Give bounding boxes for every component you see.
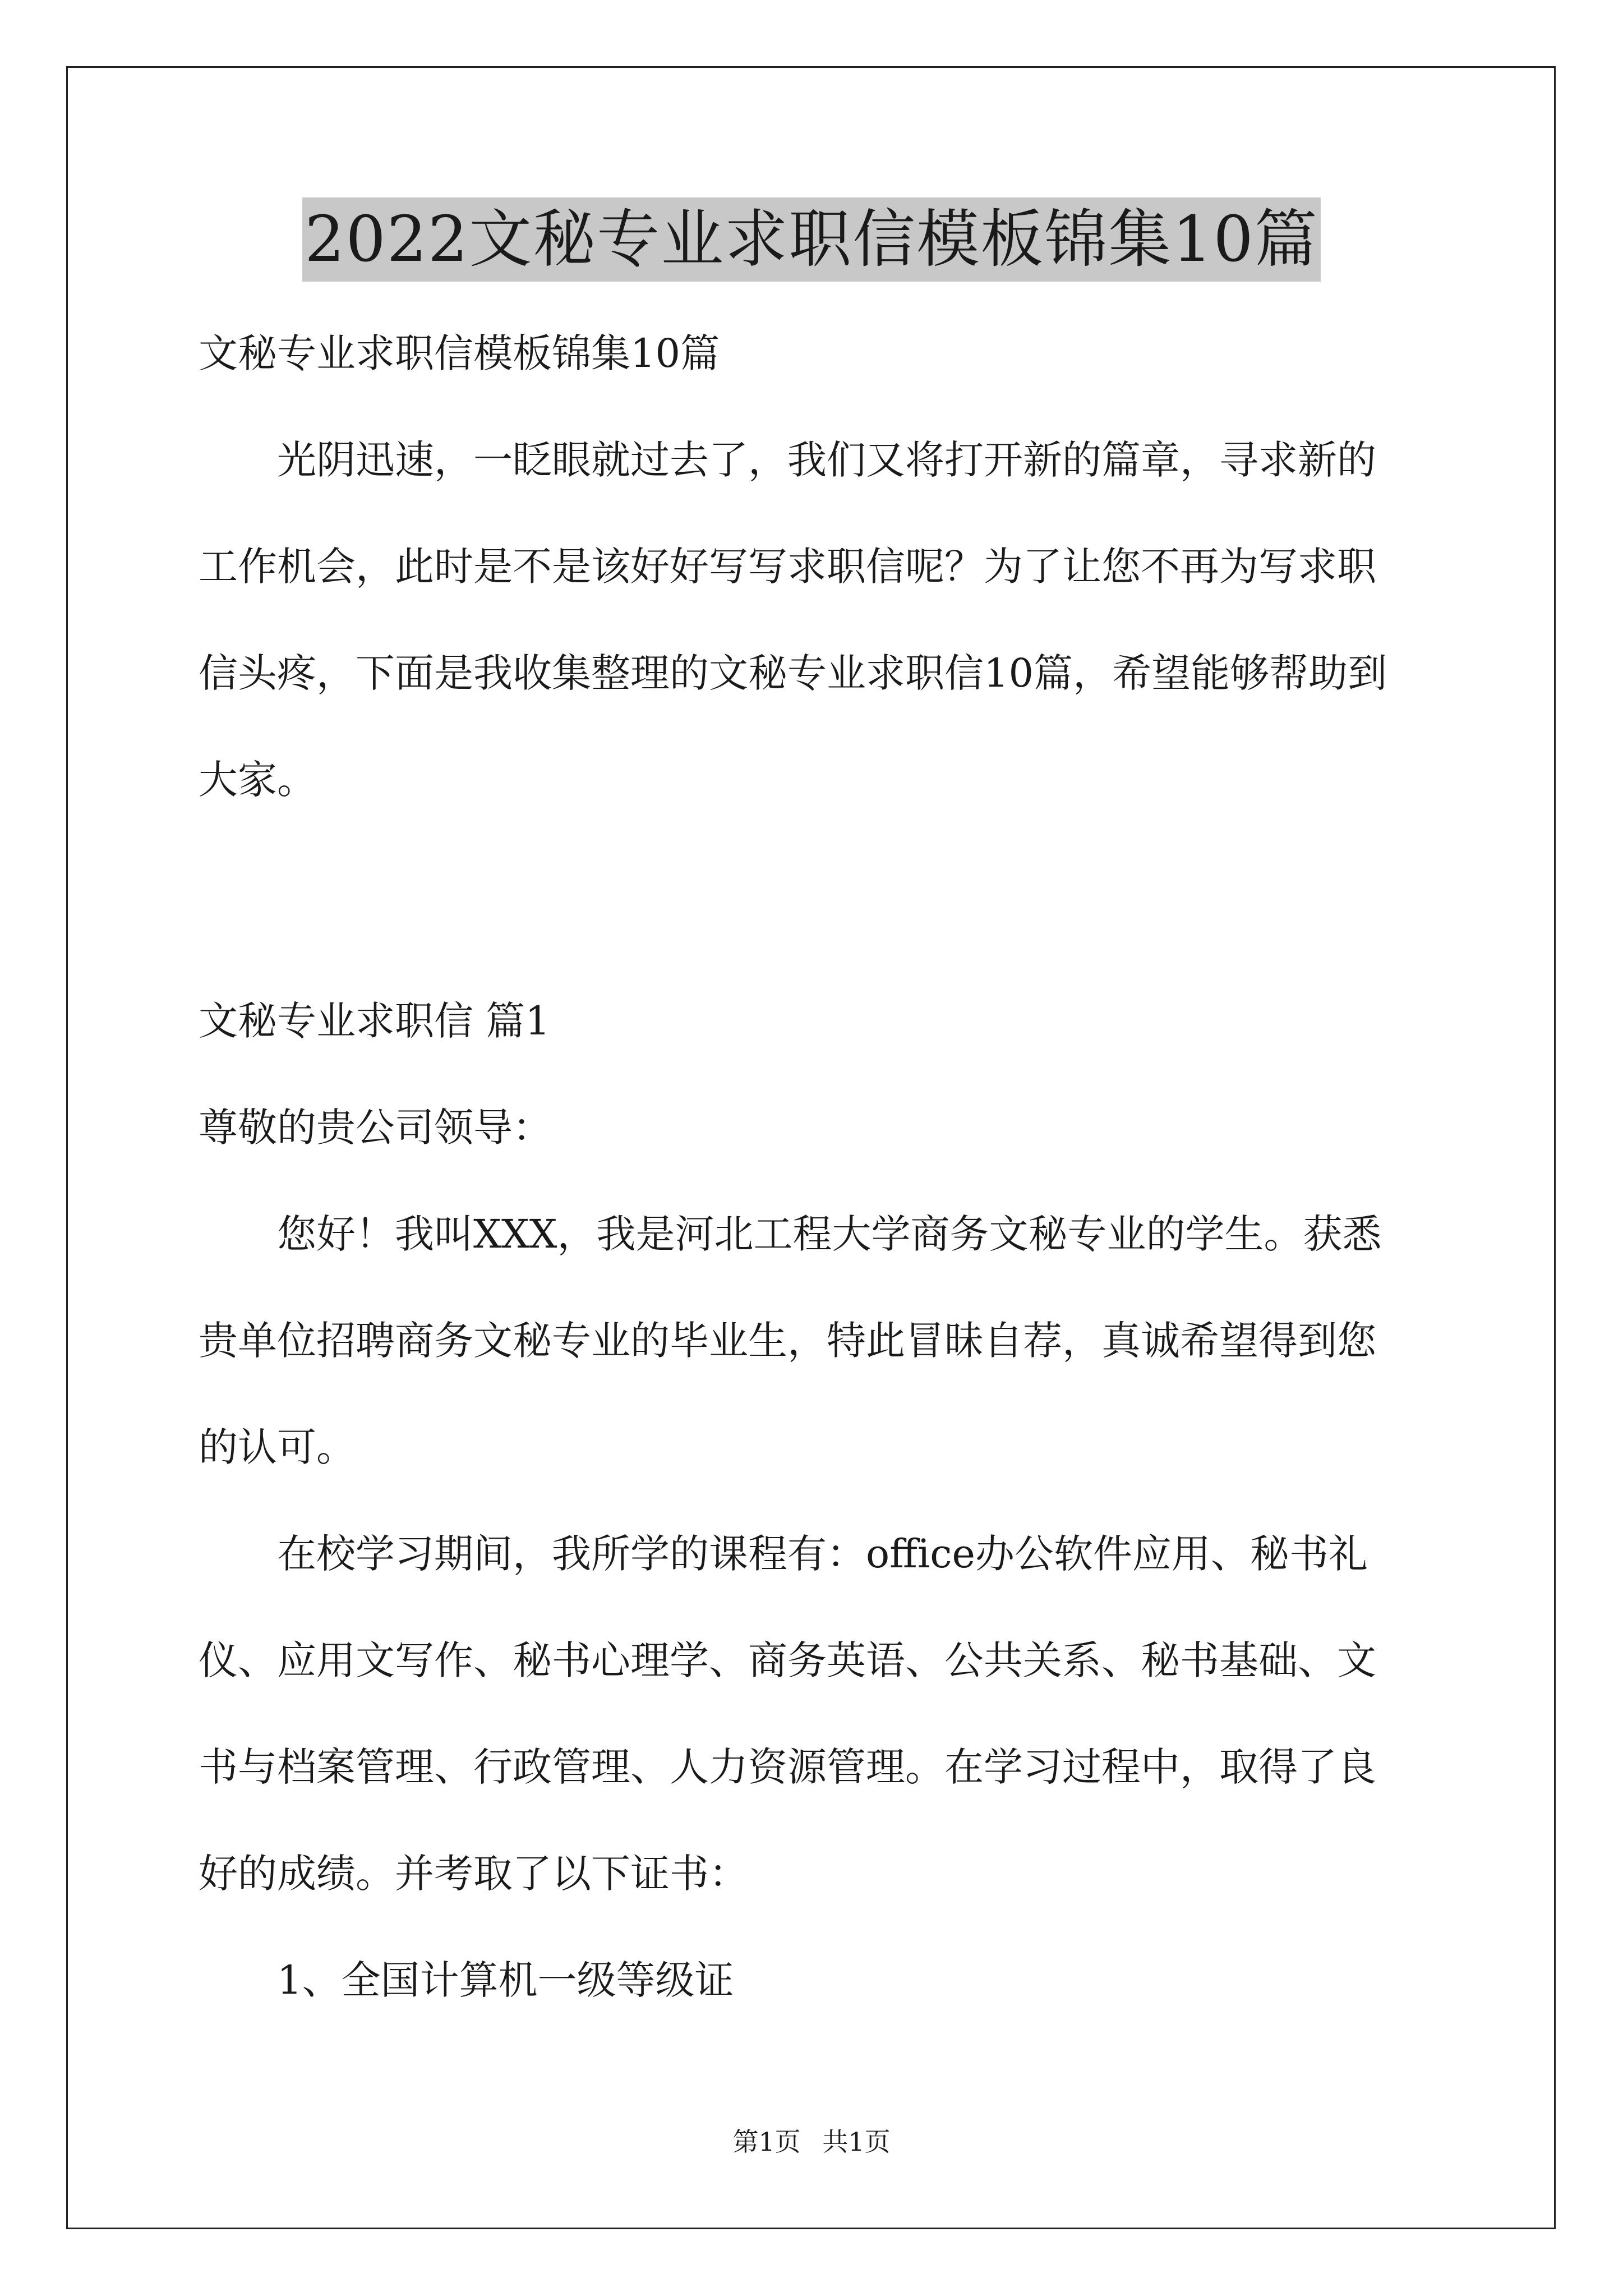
intro-paragraph-line-3: 信头疼，下面是我收集整理的文秘专业求职信10篇，希望能够帮助到: [199, 650, 1387, 696]
letter-paragraph-1-line-2: 贵单位招聘商务文秘专业的毕业生，特此冒昧自荐，真诚希望得到您: [199, 1318, 1376, 1364]
letter-paragraph-2-line-2: 仪、应用文写作、秘书心理学、商务英语、公共关系、秘书基础、文: [199, 1637, 1376, 1683]
intro-paragraph-line-2: 工作机会，此时是不是该好好写写求职信呢？为了让您不再为写求职: [199, 544, 1376, 590]
letter-paragraph-1-line-1: 您好！我叫XXX，我是河北工程大学商务文秘专业的学生。获悉: [277, 1211, 1382, 1257]
subtitle-line: 文秘专业求职信模板锦集10篇: [199, 330, 720, 376]
letter-paragraph-2-line-3: 书与档案管理、行政管理、人力资源管理。在学习过程中，取得了良: [199, 1744, 1376, 1790]
section-heading: 文秘专业求职信 篇1: [199, 998, 550, 1044]
intro-paragraph-line-4: 大家。: [199, 757, 316, 803]
intro-paragraph-line-1: 光阴迅速，一眨眼就过去了，我们又将打开新的篇章，寻求新的: [277, 437, 1376, 483]
document-title: 2022文秘专业求职信模板锦集10篇: [302, 197, 1321, 282]
certificate-list-item-1: 1、全国计算机一级等级证: [277, 1957, 734, 2003]
title-container: [0, 197, 1623, 282]
letter-paragraph-2-line-1: 在校学习期间，我所学的课程有：office办公软件应用、秘书礼: [277, 1531, 1368, 1577]
page-total: 共1页: [822, 2127, 891, 2157]
salutation: 尊敬的贵公司领导：: [199, 1105, 552, 1151]
letter-paragraph-1-line-3: 的认可。: [199, 1424, 356, 1470]
letter-paragraph-2-line-4: 好的成绩。并考取了以下证书：: [199, 1851, 748, 1897]
page-footer: [0, 2125, 1623, 2159]
page-number: 第1页: [732, 2127, 801, 2157]
